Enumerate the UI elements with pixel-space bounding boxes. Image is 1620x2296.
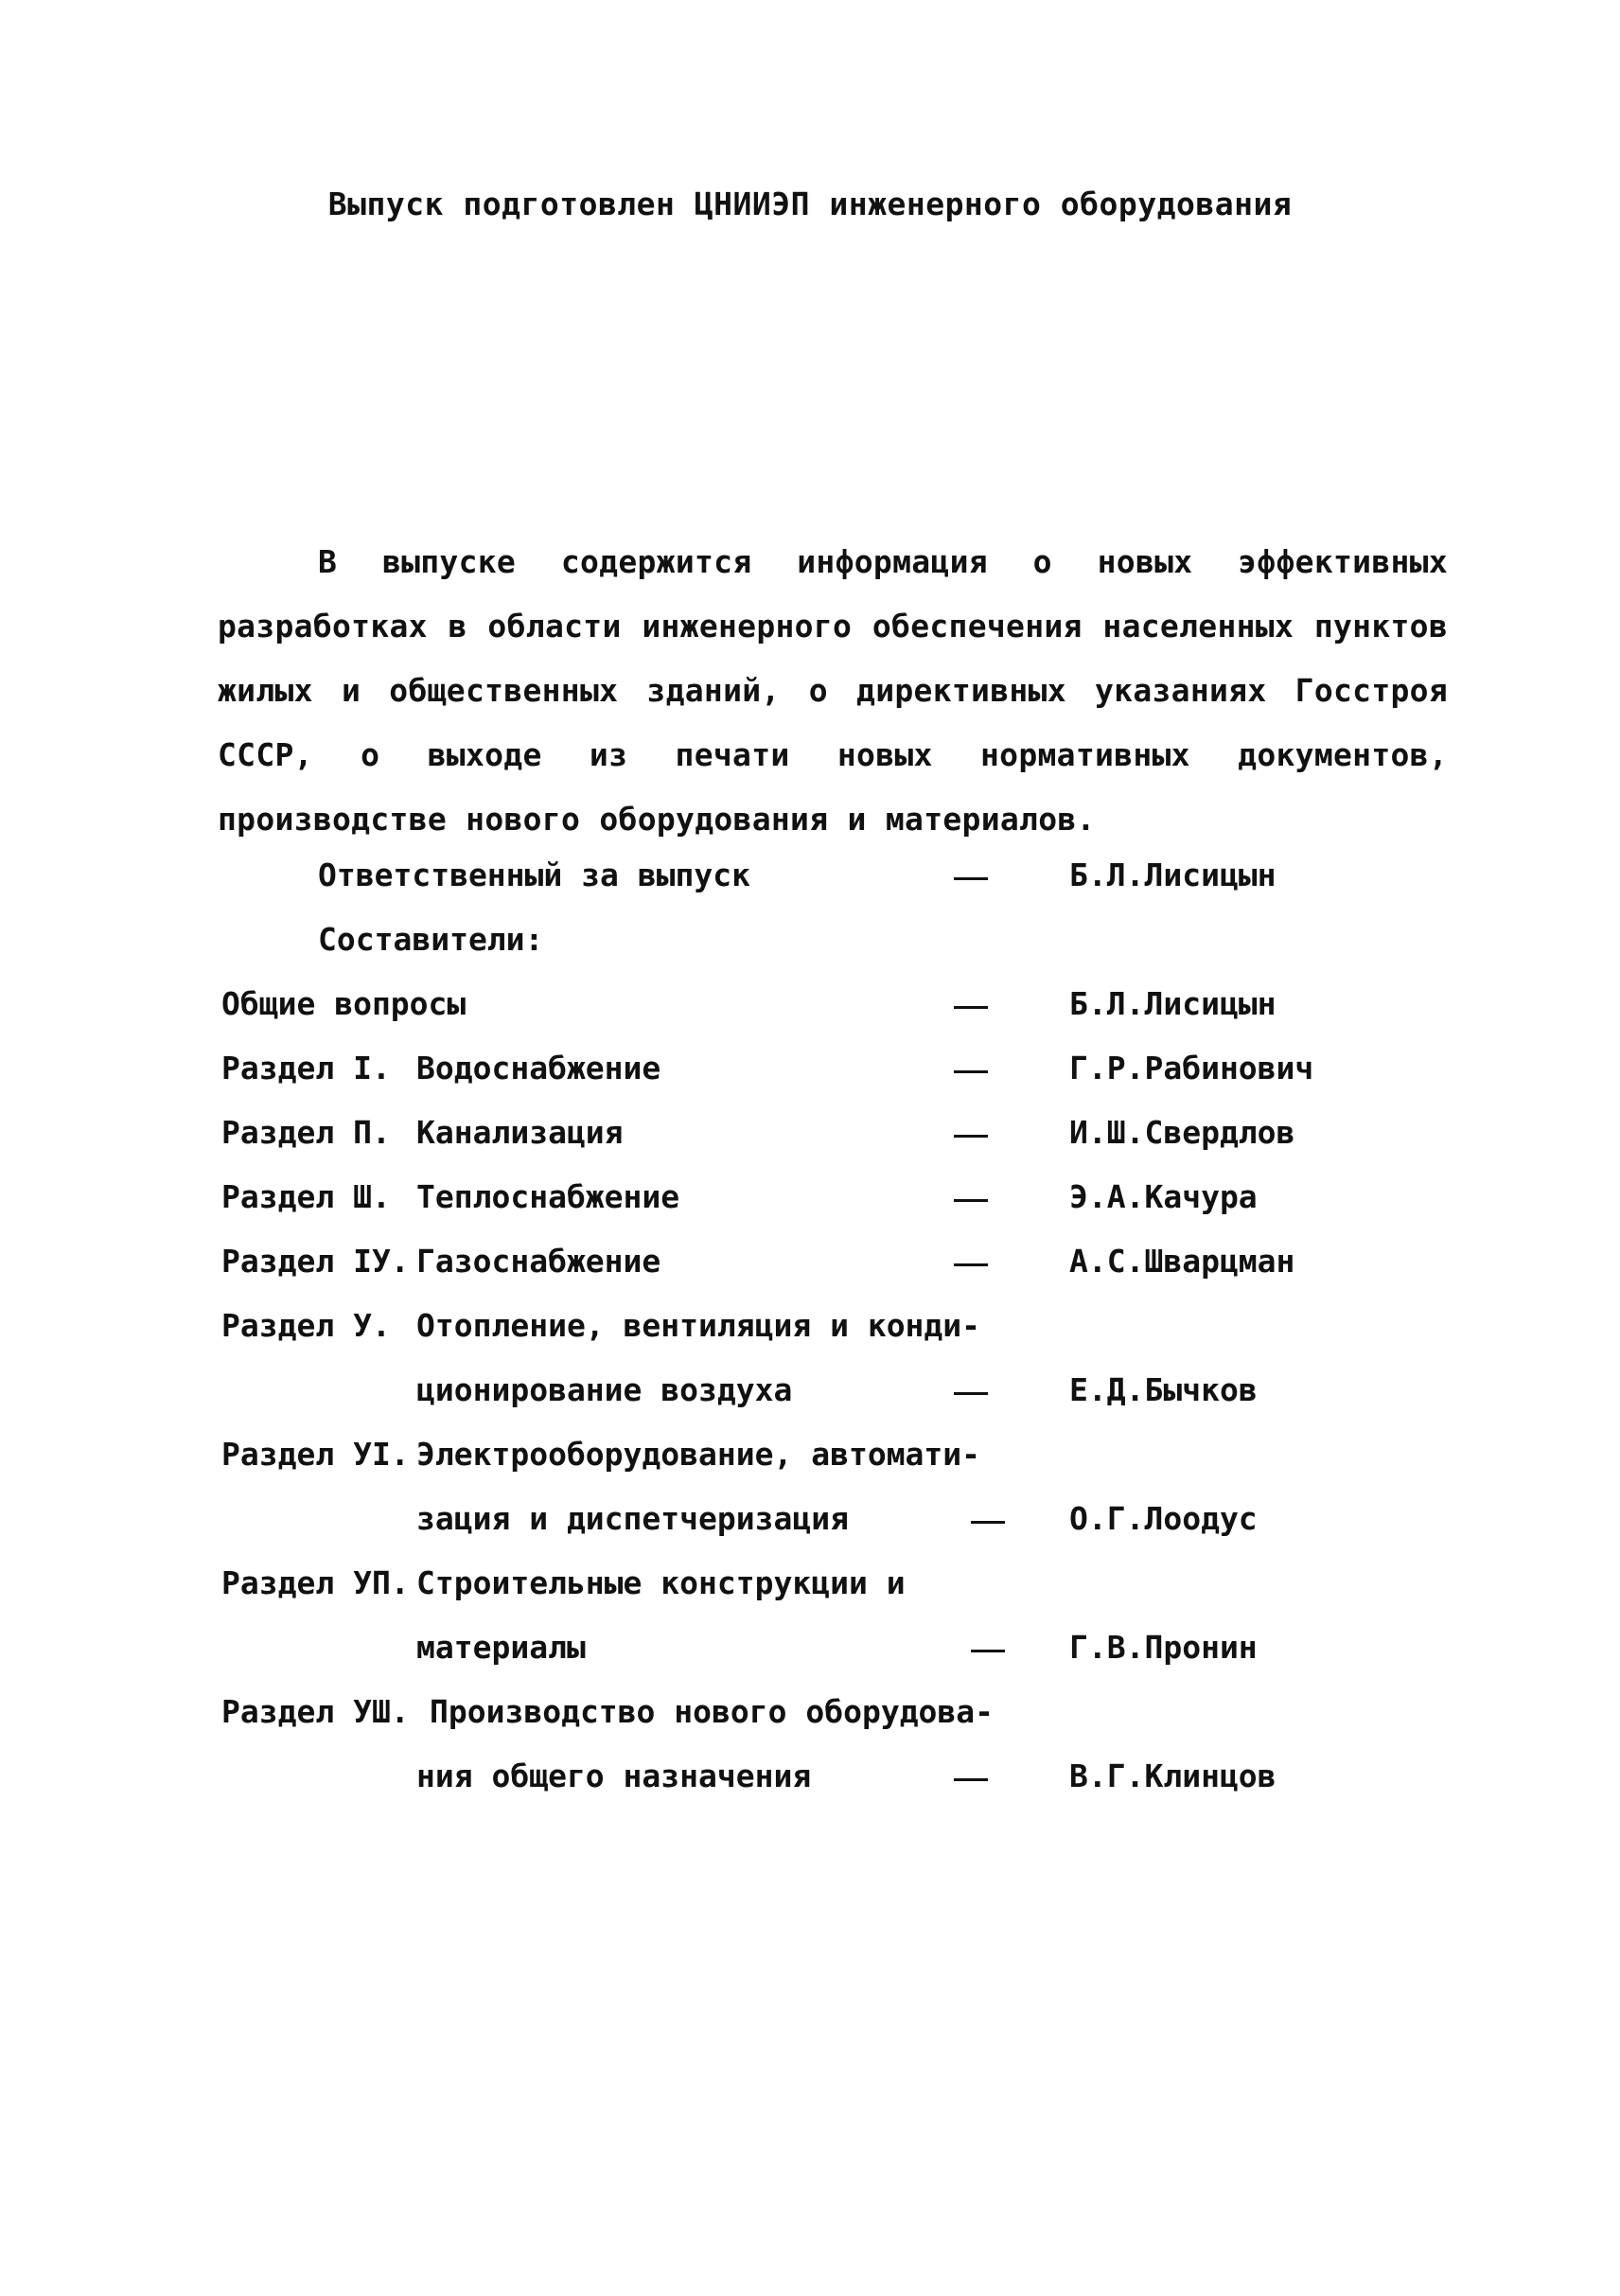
section-author: Е.Д.Бычков — [1069, 1371, 1258, 1408]
section-title: Водоснабжение — [416, 1050, 661, 1086]
section-title-line2: материалы — [416, 1629, 586, 1666]
dash — [954, 1778, 988, 1781]
section-author: Г.Р.Рабинович — [1069, 1050, 1314, 1086]
section-author: Э.А.Качура — [1069, 1178, 1258, 1215]
dash — [971, 1521, 1005, 1524]
section-prefix: Раздел У. — [221, 1307, 391, 1344]
section-title-line1: Строительные конструкции и — [416, 1564, 906, 1601]
section-title-line1: Электрооборудование, автомати- — [416, 1436, 981, 1473]
section-prefix: Раздел IУ. — [221, 1243, 410, 1280]
dash — [954, 877, 988, 880]
section-title-line2: зация и диспетчеризация — [416, 1500, 849, 1537]
compilers-label: Составители: — [318, 921, 544, 958]
intro-paragraph: В выпуске содержится информация о новых эффективных разработках в области инженерного обеспечения населенных пунктов жилых и общественных зданий, о директивных указаниях Госстроя СССР, о выходе из печати новых нормативных документов, производстве нового оборудования и материалов. — [218, 543, 1448, 838]
dash — [954, 1392, 988, 1395]
dash — [954, 1263, 988, 1266]
general-name: Б.Л.Лисицын — [1069, 985, 1277, 1022]
section-title: Теплоснабжение — [416, 1178, 680, 1215]
dash — [954, 1135, 988, 1138]
section-title-line2: ния общего назначения — [416, 1757, 812, 1794]
dash — [971, 1650, 1005, 1652]
section-author: Г.В.Пронин — [1069, 1629, 1258, 1666]
section-title-line2: ционирование воздуха — [416, 1371, 793, 1408]
section-prefix: Раздел I. — [221, 1050, 391, 1086]
section-author: А.С.Шварцман — [1069, 1243, 1295, 1280]
section-author: И.Ш.Свердлов — [1069, 1114, 1295, 1151]
dash — [954, 1006, 988, 1009]
section-prefix: Раздел П. — [221, 1114, 391, 1151]
section-title: Канализация — [416, 1114, 624, 1151]
dash — [954, 1199, 988, 1202]
section-prefix: Раздел УП. — [221, 1564, 410, 1601]
section-author: В.Г.Клинцов — [1069, 1757, 1277, 1794]
responsible-label: Ответственный за выпуск — [318, 857, 750, 893]
section-title-line1: Производство нового оборудова- — [430, 1693, 995, 1730]
section-prefix: Раздел УI. — [221, 1436, 410, 1473]
general-label: Общие вопросы — [221, 985, 467, 1022]
section-title-line1: Отопление, вентиляция и конди- — [416, 1307, 981, 1344]
section-prefix: Раздел УШ. — [221, 1693, 410, 1730]
section-prefix: Раздел Ш. — [221, 1178, 391, 1215]
section-title: Газоснабжение — [416, 1243, 661, 1280]
responsible-name: Б.Л.Лисицын — [1069, 857, 1277, 893]
issue-prepared-by-header: Выпуск подготовлен ЦНИИЭП инженерного оборудования — [327, 185, 1293, 222]
section-author: О.Г.Лоодус — [1069, 1500, 1258, 1537]
dash — [954, 1070, 988, 1073]
